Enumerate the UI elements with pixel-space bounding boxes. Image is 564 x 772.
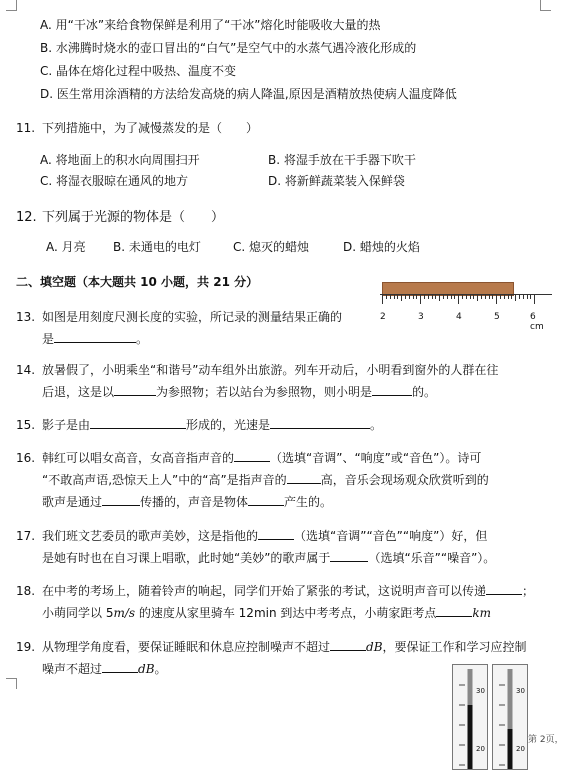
unit-text: km (472, 606, 492, 620)
ruler-label: 3 (418, 312, 424, 322)
ruler-tick-minor (390, 295, 391, 299)
option-text: 医生常用涂酒精的方法给发高烧的病人降温,原因是酒精放热使病人温度降低 (56, 87, 457, 101)
ruler-tick-minor (405, 295, 406, 299)
option-text: 将地面上的积水向周围扫开 (55, 153, 200, 167)
question-text: ，要保证工作和学习应控制 (382, 640, 527, 654)
thermometer-left-scale (453, 665, 487, 769)
option-text: 蜡烛的火焰 (359, 240, 420, 254)
q11-option-b (268, 151, 416, 168)
ruler-tick-minor (523, 295, 524, 299)
ruler-tick-minor (443, 295, 444, 299)
question-text: 的速度从家里骑车 12min 到达中考考点，小萌家距考点 (135, 606, 437, 620)
option-text: 熄灭的蜡烛 (249, 240, 310, 254)
question-text: （选填“音调”“音色”“响度”）好，但 (294, 529, 488, 543)
unit-text: dB (138, 662, 155, 676)
ruler-tick-minor (435, 295, 436, 299)
ruler-tick-major (420, 295, 421, 304)
thermometer-label: 20 (516, 745, 525, 753)
ruler-tick-mid (477, 295, 478, 301)
question-16-line1 (16, 449, 481, 466)
corner-mark-top-left (6, 0, 17, 11)
answer-blank[interactable] (248, 493, 284, 506)
option-label: C. (233, 240, 246, 254)
option-label: D. (268, 174, 282, 188)
answer-blank[interactable] (372, 383, 412, 396)
question-text: 高，音乐会现场观众欣赏听到的 (320, 473, 489, 487)
ruler-tick-major (382, 295, 383, 304)
answer-blank[interactable] (486, 582, 522, 595)
q10-option-b (40, 39, 416, 56)
ruler-tick-minor (394, 295, 395, 299)
option-label: D. (343, 240, 357, 254)
answer-blank[interactable] (102, 660, 138, 673)
ruler-tick-mid (401, 295, 402, 301)
ruler-label: 4 (456, 312, 462, 322)
answer-blank[interactable] (436, 604, 472, 617)
option-label: C. (40, 174, 53, 188)
answer-blank[interactable] (330, 549, 368, 562)
ruler-tick-minor (413, 295, 414, 299)
question-13-line2 (42, 330, 148, 347)
thermometer-right-scale (493, 665, 527, 769)
question-text: ； (522, 584, 535, 598)
option-text: 水沸腾时烧水的壶口冒出的“白气”是空气中的水蒸气遇冷液化形成的 (55, 41, 417, 55)
q10-option-a (40, 16, 381, 33)
option-label: B. (40, 41, 53, 55)
corner-mark-top-right (540, 0, 551, 11)
thermometer-label: 20 (476, 745, 485, 753)
ruler-tick-minor (409, 295, 410, 299)
ruler-tick-minor (527, 295, 528, 299)
corner-mark-bottom-left (6, 678, 17, 689)
option-label: D. (40, 87, 54, 101)
q12-option-c (233, 238, 309, 255)
question-text: 是她有时也在自习课上唱歌，此时她“美妙”的歌声属于 (42, 551, 331, 565)
question-text: 放暑假了，小明乘坐“和谐号”动车组外出旅游。列车开动后，小明看到窗外的人群在往 (42, 363, 499, 377)
answer-blank[interactable] (54, 330, 136, 343)
question-18-line2 (42, 604, 491, 621)
question-number: 15. (16, 418, 36, 432)
question-text: 下列措施中，为了减慢蒸发的是（ ） (42, 121, 259, 135)
ruler-tick-major (458, 295, 459, 304)
ruler-tick-minor (386, 295, 387, 299)
question-text: 为参照物；若以站台为参照物，则小明是 (156, 385, 373, 399)
answer-blank[interactable] (258, 527, 294, 540)
ruler-tick-minor (447, 295, 448, 299)
question-text: 影子是由 (42, 418, 91, 432)
section-title: 二、填空题（本大题共 10 小题，共 21 分） (16, 275, 259, 289)
option-text: 将新鲜蔬菜装入保鲜袋 (284, 174, 405, 188)
ruler-tick-minor (500, 295, 501, 299)
ruler-tick-minor (451, 295, 452, 299)
question-text: 下列属于光源的物体是（ ） (42, 210, 225, 225)
question-13-line1 (16, 308, 342, 325)
question-text: 的。 (412, 385, 437, 399)
ruler-tick-mid (439, 295, 440, 301)
question-text: 从物理学角度看，要保证睡眠和休息应控制噪声不超过 (42, 640, 331, 654)
q12-option-d (343, 238, 420, 255)
question-text: 产生的。 (284, 495, 333, 509)
question-text: 歌声是通过 (42, 495, 103, 509)
question-number: 13. (16, 310, 36, 324)
option-label: A. (40, 153, 52, 167)
question-17-line2 (42, 549, 495, 566)
question-text: “不敢高声语,恐惊天上人”中的“高”是指声音的 (42, 473, 287, 487)
ruler-label: 5 (494, 312, 500, 322)
ruler-tick-minor (424, 295, 425, 299)
question-text: 形成的，光速是 (186, 418, 271, 432)
unit-text: m/s (113, 606, 136, 620)
ruler-tick-minor (473, 295, 474, 299)
question-number: 12. (16, 210, 37, 225)
question-number: 11. (16, 121, 36, 135)
thermometer-label: 30 (516, 687, 525, 695)
question-text: （选填“乐音”“噪音”）。 (368, 551, 496, 565)
option-text: 用“干冰”来给食物保鲜是利用了“干冰”熔化时能吸收大量的热 (55, 18, 381, 32)
question-number: 14. (16, 363, 36, 377)
q12-option-a (46, 238, 86, 255)
ruler-tick-minor (504, 295, 505, 299)
ruler-tick-minor (466, 295, 467, 299)
question-11 (16, 119, 258, 136)
ruler-tick-minor (481, 295, 482, 299)
question-text: （选填“音调”、“响度”或“音色”）。诗可 (270, 451, 482, 465)
thermometer-right (492, 664, 528, 770)
ruler-tick-mid (515, 295, 516, 301)
thermometer-label: 30 (476, 687, 485, 695)
question-14-line2 (42, 383, 436, 400)
ruler-tick-minor (519, 295, 520, 299)
question-12 (16, 206, 224, 225)
q10-option-c (40, 62, 236, 79)
question-text: 传播的，声音是物体 (140, 495, 249, 509)
ruler-tick-major (534, 295, 535, 304)
q11-option-c (40, 172, 188, 189)
option-label: A. (40, 18, 52, 32)
ruler-tick-minor (492, 295, 493, 299)
ruler-tick-minor (489, 295, 490, 299)
question-text: 在中考的考场上，随着铃声的响起，同学们开始了紧张的考试，这说明声音可以传递 (42, 584, 487, 598)
question-text: 。 (136, 332, 149, 346)
option-text: 月亮 (61, 240, 86, 254)
ruler-tick-minor (508, 295, 509, 299)
question-text: 韩红可以唱女高音，女高音指声音的 (42, 451, 235, 465)
ruler-tick-minor (530, 295, 531, 299)
question-15 (16, 416, 382, 433)
answer-blank[interactable] (102, 493, 140, 506)
question-text: 我们班文艺委员的歌声美妙，这是指他的 (42, 529, 259, 543)
unit-text: dB (366, 640, 383, 654)
ruler-tick-minor (454, 295, 455, 299)
question-number: 18. (16, 584, 36, 598)
ruler-tick-minor (428, 295, 429, 299)
question-number: 16. (16, 451, 36, 465)
question-text: 。 (154, 662, 167, 676)
answer-blank[interactable] (330, 638, 366, 651)
question-number: 17. (16, 529, 36, 543)
option-label: C. (40, 64, 53, 78)
answer-blank[interactable] (287, 471, 321, 484)
ruler-tick-minor (416, 295, 417, 299)
option-text: 将湿手放在干手器下吹干 (283, 153, 416, 167)
answer-blank[interactable] (270, 416, 370, 429)
ruler-label: 2 (380, 312, 386, 322)
page-number: 第 2页， (528, 735, 564, 745)
option-label: B. (113, 240, 126, 254)
question-text: 后退，这是以 (42, 385, 115, 399)
q11-option-a (40, 151, 200, 168)
option-text: 未通电的电灯 (128, 240, 201, 254)
question-18-line1 (16, 582, 534, 599)
question-text: 是 (42, 332, 55, 346)
question-number: 19. (16, 640, 36, 654)
question-19-line2 (42, 660, 167, 677)
question-text: 噪声不超过 (42, 662, 103, 676)
ruler-tick-major (496, 295, 497, 304)
q11-option-d (268, 172, 405, 189)
ruler-tick-minor (485, 295, 486, 299)
question-text: 如图是用刻度尺测长度的实验，所记录的测量结果正确的 (42, 310, 343, 324)
option-text: 将湿衣服晾在通风的地方 (56, 174, 189, 188)
q12-option-b (113, 238, 201, 255)
question-19-line1 (16, 638, 527, 655)
ruler-tick-minor (511, 295, 512, 299)
ruler-tick-minor (432, 295, 433, 299)
question-17-line1 (16, 527, 487, 544)
q10-option-d (40, 85, 457, 102)
answer-blank[interactable] (90, 416, 186, 429)
option-label: A. (46, 240, 58, 254)
answer-blank[interactable] (114, 383, 156, 396)
question-16-line3 (42, 493, 332, 510)
ruler-label: 6 cm (530, 312, 544, 332)
ruler (380, 294, 552, 332)
question-14-line1 (16, 361, 498, 378)
thermometer-left (452, 664, 488, 770)
question-text: 小萌同学以 5 (42, 606, 114, 620)
ruler-tick-minor (462, 295, 463, 299)
answer-blank[interactable] (234, 449, 270, 462)
option-label: B. (268, 153, 281, 167)
option-text: 晶体在熔化过程中吸热、温度不变 (56, 64, 237, 78)
ruler-tick-minor (470, 295, 471, 299)
question-16-line2 (42, 471, 489, 488)
ruler-tick-minor (397, 295, 398, 299)
question-text: 。 (370, 418, 383, 432)
